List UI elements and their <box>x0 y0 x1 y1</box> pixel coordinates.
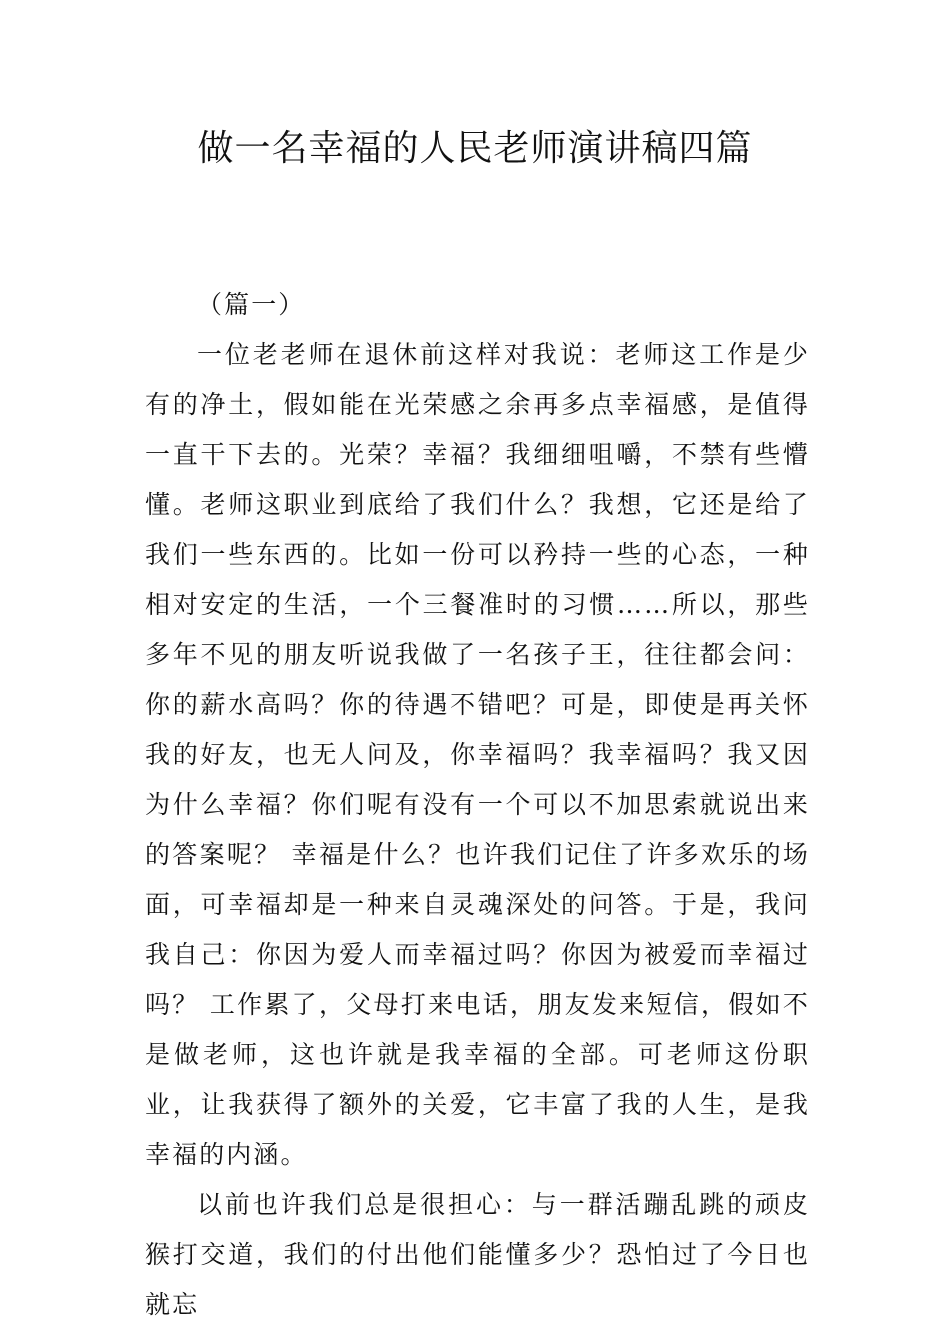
document-title: 做一名幸福的人民老师演讲稿四篇 <box>197 128 753 169</box>
paragraph-1: 一位老老师在退休前这样对我说：老师这工作是少有的净土，假如能在光荣感之余再多点幸福感，是值得一直干下去的。光荣？幸福？我细细咀嚼，不禁有些懵懂。老师这职业到底给了我们什么？我想，它还是给了我们一些东西的。比如一份可以矜持一些的心态，一种相对安定的生活，一个三餐准时的习惯……所以，那些多年不见的朋友听说我做了一名孩子王，往往都会问：你的薪水高吗？你的待遇不错吧？可是，即使是再关怀我的好友，也无人问及，你幸福吗？我幸福吗？我又因为什么幸福？你们呢有没有一个可以不加思索就说出来的答案呢？ 幸福是什么？也许我们记住了许多欢乐的场面，可幸福却是一种来自灵魂深处的问答。于是，我问我自己：你因为爱人而幸福过吗？你因为被爱而幸福过吗？ 工作累了，父母打来电话，朋友发来短信，假如不是做老师，这也许就是我幸福的全部。可老师这份职业，让我获得了额外的关爱，它丰富了我的人生，是我幸福的内涵。 <box>145 340 810 1169</box>
section-label: （篇一） <box>197 290 306 319</box>
paragraph-2: 以前也许我们总是很担心：与一群活蹦乱跳的顽皮猴打交道，我们的付出他们能懂多少？恐怕过了今日也就忘 <box>145 1190 810 1319</box>
document-body <box>145 280 810 1330</box>
